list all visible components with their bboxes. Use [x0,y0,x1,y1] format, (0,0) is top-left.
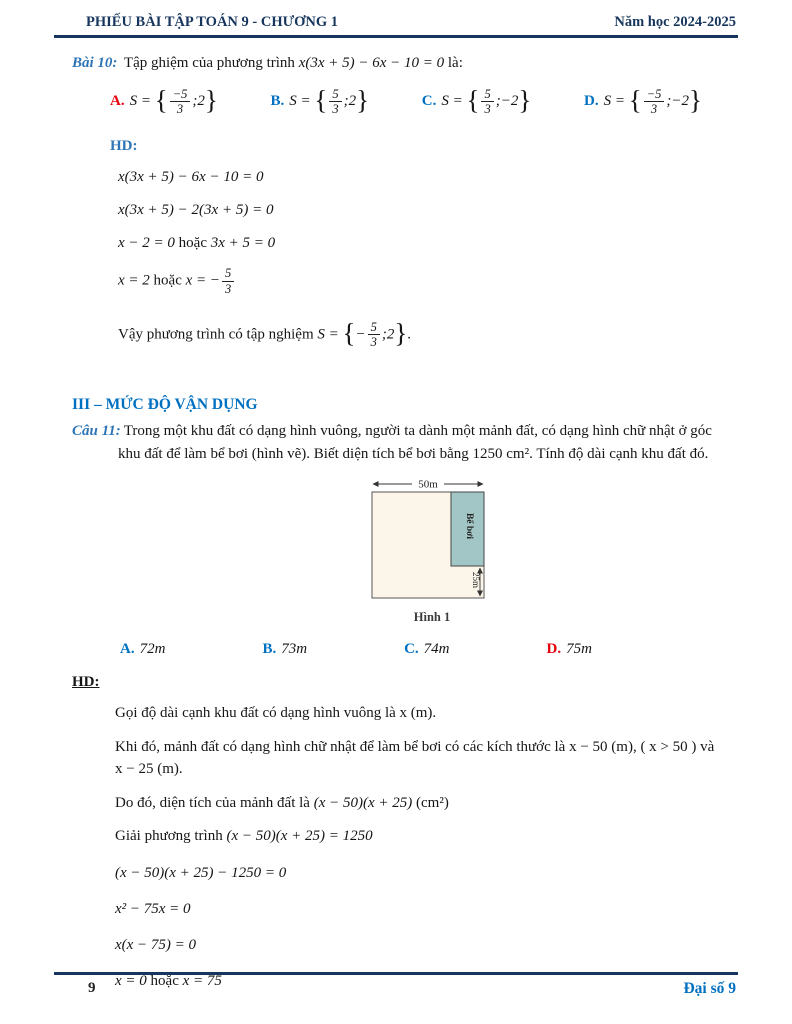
set-rest: ;2 [192,92,205,109]
sol-text: (cm²) [416,794,449,811]
sol-text: Giải phương trình [115,828,223,845]
header-title: PHIẾU BÀI TẬP TOÁN 9 - CHƯƠNG 1 [86,14,339,30]
fraction-denominator: 3 [332,101,339,116]
figure-caption: Hình 1 [413,610,451,625]
bai10-option-b [270,84,370,117]
bai10-conclusion [118,320,738,350]
page-header [54,14,738,31]
option-value: 72m [139,641,166,658]
brace-open: { [466,84,480,115]
cau11-eq2: x² − 75x = 0 [115,900,191,917]
fraction-denominator: 3 [484,101,491,116]
fraction [222,266,234,296]
option-letter: D. [584,92,599,109]
cau11-text: Trong một khu đất có dạng hình vuông, người ta dành một mảnh đất, có dạng hình chữ nhật ở góc khu đất để làm bể bơi (hình vẽ). Biết diện tích bể bơi bằng 1250 cm². Tính độ dài cạnh khu đất đó. [118,422,712,462]
bai10-options [110,84,702,117]
fraction [368,320,380,350]
set-prefix: S = [441,92,463,109]
conclusion-text: Vậy phương trình có tập nghiệm [118,326,314,343]
minus-sign: − [355,326,366,343]
set-rest: ;2 [381,326,395,343]
brace-open: { [314,84,328,115]
step-connector: hoặc [178,235,207,252]
fraction [644,87,665,117]
bai10-step1: x(3x + 5) − 6x − 10 = 0 [118,169,264,186]
fraction-denominator: 3 [650,101,658,116]
eq-math: x = 0 [115,972,147,989]
bai10-step4 [118,266,738,296]
option-letter: D. [546,641,562,658]
bai10-option-d [584,84,702,117]
cau11-eq3: x(x − 75) = 0 [115,936,197,953]
eq-connector: hoặc [150,972,179,989]
dim-25m-label: 25m [471,572,481,589]
footer-book-title: Đại số 9 [683,980,736,997]
cau11-options [120,641,592,658]
cau11-sol2 [115,736,738,781]
option-letter: C. [421,92,437,109]
set-prefix: S = [129,92,151,109]
bai10-suffix: là: [447,55,463,71]
land-figure [352,476,512,604]
option-letter: B. [270,92,285,109]
step-connector: hoặc [153,272,182,289]
brace-open: { [154,84,168,115]
brace-open: { [628,84,642,115]
sol-text: Do đó, diện tích của mảnh đất là [115,794,310,811]
cau11-option-c [404,641,449,658]
set-rest: ;2 [343,92,357,109]
fraction-denominator: 3 [370,335,377,350]
set-prefix: S = [603,92,625,109]
fraction-numerator: −5 [644,87,665,102]
brace-close: } [689,84,702,115]
bai10-step2: x(3x + 5) − 2(3x + 5) = 0 [118,202,274,219]
pool-label: Bể bơi [464,513,474,540]
page-footer [54,972,738,998]
option-value: 74m [423,641,450,658]
option-value: 75m [566,641,592,658]
cau11-sol4 [115,825,738,848]
bai10-equation: x(3x + 5) − 6x − 10 = 0 [298,55,445,71]
sol-text: Khi đó, mảnh đất có dạng hình chữ nhật để làm bể bơi có các kích thước là x − 50 (m), ( x > 50 ) và [115,738,715,755]
bai10-option-c [421,84,532,117]
fraction [170,87,191,117]
sol-text: x − 25 (m). [115,761,183,778]
step-math: x − 2 = 0 [118,235,175,252]
brace-close: } [204,84,218,115]
cau11-sol3 [115,792,738,815]
set-prefix: S = [289,92,311,109]
step-math: 3x + 5 = 0 [210,235,276,252]
sol-math: (x − 50)(x + 25) = 1250 [226,828,373,845]
conclusion-period: . [407,326,412,343]
set-rest: ;−2 [666,92,690,109]
cau11-option-d [547,641,592,658]
fraction-numerator: 5 [481,87,493,102]
option-value: 73m [281,641,308,658]
dim-50m-label: 50m [418,478,438,491]
cau11-statement [54,420,738,467]
option-value [129,84,218,116]
section-iii-title: III – MỨC ĐỘ VẬN DỤNG [72,395,258,413]
cau11-hd-label: HD: [72,674,100,691]
option-value [603,84,702,116]
brace-open: { [342,318,356,349]
cau11-eq1: (x − 50)(x + 25) − 1250 = 0 [115,864,287,881]
header-rule [54,35,738,38]
fraction-numerator: 5 [222,266,234,281]
option-letter: C. [404,641,419,658]
cau11-label: Câu 11: [72,422,121,439]
brace-close: } [356,84,370,115]
option-letter: B. [262,641,277,658]
brace-close: } [394,318,408,349]
fraction [329,87,341,117]
option-value [441,84,532,116]
eq-math: x = 75 [182,972,222,989]
header-school-year: Năm học 2024-2025 [614,14,736,30]
page-number: 9 [88,980,96,996]
step-math: x = 2 [118,272,150,289]
conclusion-set-prefix: S = [317,326,339,343]
bai10-step3 [118,233,738,254]
fraction-denominator: 3 [225,281,232,296]
brace-close: } [518,84,532,115]
bai10-option-a [110,84,218,117]
option-value [289,84,370,116]
fraction-denominator: 3 [176,101,184,116]
bai10-hd-label: HD: [110,138,138,155]
fraction-numerator: 5 [368,320,380,335]
sol-math: (x − 50)(x + 25) [313,794,413,811]
cau11-sol1: Gọi độ dài cạnh khu đất có dạng hình vuông là x (m). [115,705,437,722]
cau11-option-a [120,641,165,658]
bai10-intro: Tập ghiệm của phương trình [123,55,295,71]
bai10-statement [72,52,738,75]
bai10-label: Bài 10: [72,55,118,71]
fraction [481,87,493,117]
figure-hinh1 [90,476,774,625]
fraction-numerator: −5 [170,87,191,102]
step-math: x = − [185,272,221,289]
fraction-numerator: 5 [329,87,341,102]
cau11-option-b [262,641,307,658]
option-letter: A. [110,92,125,109]
set-rest: ;−2 [495,92,519,109]
option-letter: A. [120,641,135,658]
